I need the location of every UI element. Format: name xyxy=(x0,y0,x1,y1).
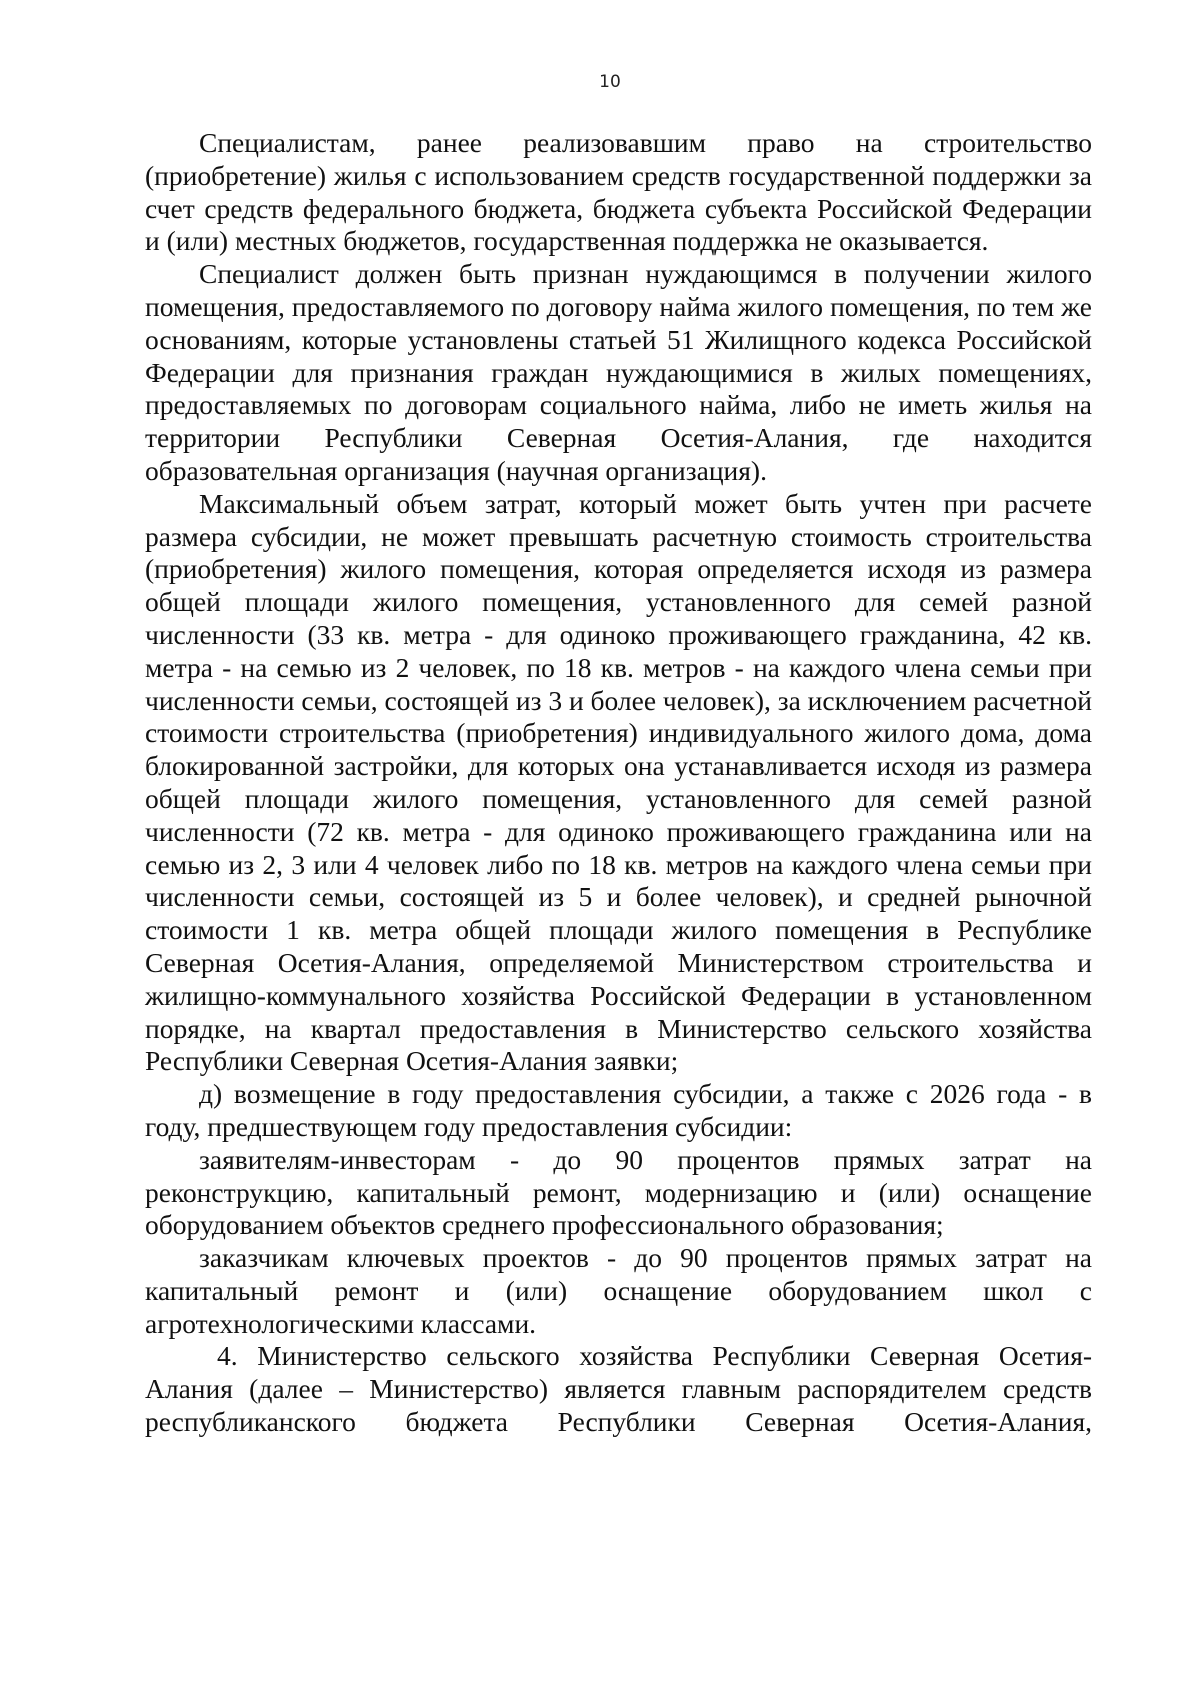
paragraph-investors: заявителям-инвесторам - до 90 процентов прямых затрат на реконструкцию, капитальный ремонт, модернизацию и (или) оснащение оборудованием объектов среднего профессионального образования; xyxy=(145,1143,1092,1241)
page-number: 10 xyxy=(599,72,621,92)
paragraph-key-projects: заказчикам ключевых проектов - до 90 процентов прямых затрат на капитальный ремонт и (или) оснащение оборудованием школ с агротехнологическими классами. xyxy=(145,1242,1092,1339)
paragraph-max-cost: Максимальный объем затрат, который может быть учтен при расчете размера субсидии, не может превышать расчетную стоимость строительства (приобретения) жилого помещения, которая определяется исходя из размера общей площади жилого помещения, установленного для семей разной численности (33 кв. метра - для одиноко проживающего гражданина, 42 кв. метра - на семью из 2 человек, по 18 кв. метров - на каждого члена семьи при численности семьи, состоящей из 3 и более человек), за исключением расчетной стоимости строительства (приобретения) индивидуального жилого дома, дома блокированной застройки, для которых она устанавливается исходя из размера общей площади жилого помещения, установленного для семей разной численности (72 кв. метра - для одиноко проживающего гражданина или на семью из 2, 3 или 4 человек либо по 18 кв. метров на каждого члена семьи при численности семьи, состоящей из 5 и более человек), и средней рыночной стоимости 1 кв. метра общей площади жилого помещения в Республике Северная Осетия-Алания, определяемой Министерством строительства и жилищно-коммунального хозяйства Российской Федерации в установленном порядке, на квартал предоставления в Министерство сельского хозяйства Республики Северная Осетия-Алания заявки; xyxy=(145,487,1092,1077)
paragraph-housing-need: Специалист должен быть признан нуждающимся в получении жилого помещения, предоставляемого по договору найма жилого помещения, по тем же основаниям, которые установлены статьей 51 Жилищного кодекса Российской Федерации для признания граждан нуждающимися в жилых помещениях, предоставляемых по договорам социального найма, либо не иметь жилья на территории Республики Северная Осетия-Алания, где находится образовательная организация (научная организация). xyxy=(145,258,1092,486)
paragraph-item-d: д) возмещение в году предоставления субсидии, а также с 2026 года - в году, предшествующем году предоставления субсидии: xyxy=(145,1078,1092,1142)
paragraph-item-4: 4. Министерство сельского хозяйства Республики Северная Осетия-Алания (далее – Министерство) является главным распорядителем средств республиканского бюджета Республики Северная Осетия-Алания, xyxy=(145,1340,1092,1438)
document-body xyxy=(145,127,1092,1439)
paragraph-specialists-no-support: Специалистам, ранее реализовавшим право на строительство (приобретение) жилья с использованием средств государственной поддержки за счет средств федерального бюджета, бюджета субъекта Российской Федерации и (или) местных бюджетов, государственная поддержка не оказывается. xyxy=(145,127,1092,257)
